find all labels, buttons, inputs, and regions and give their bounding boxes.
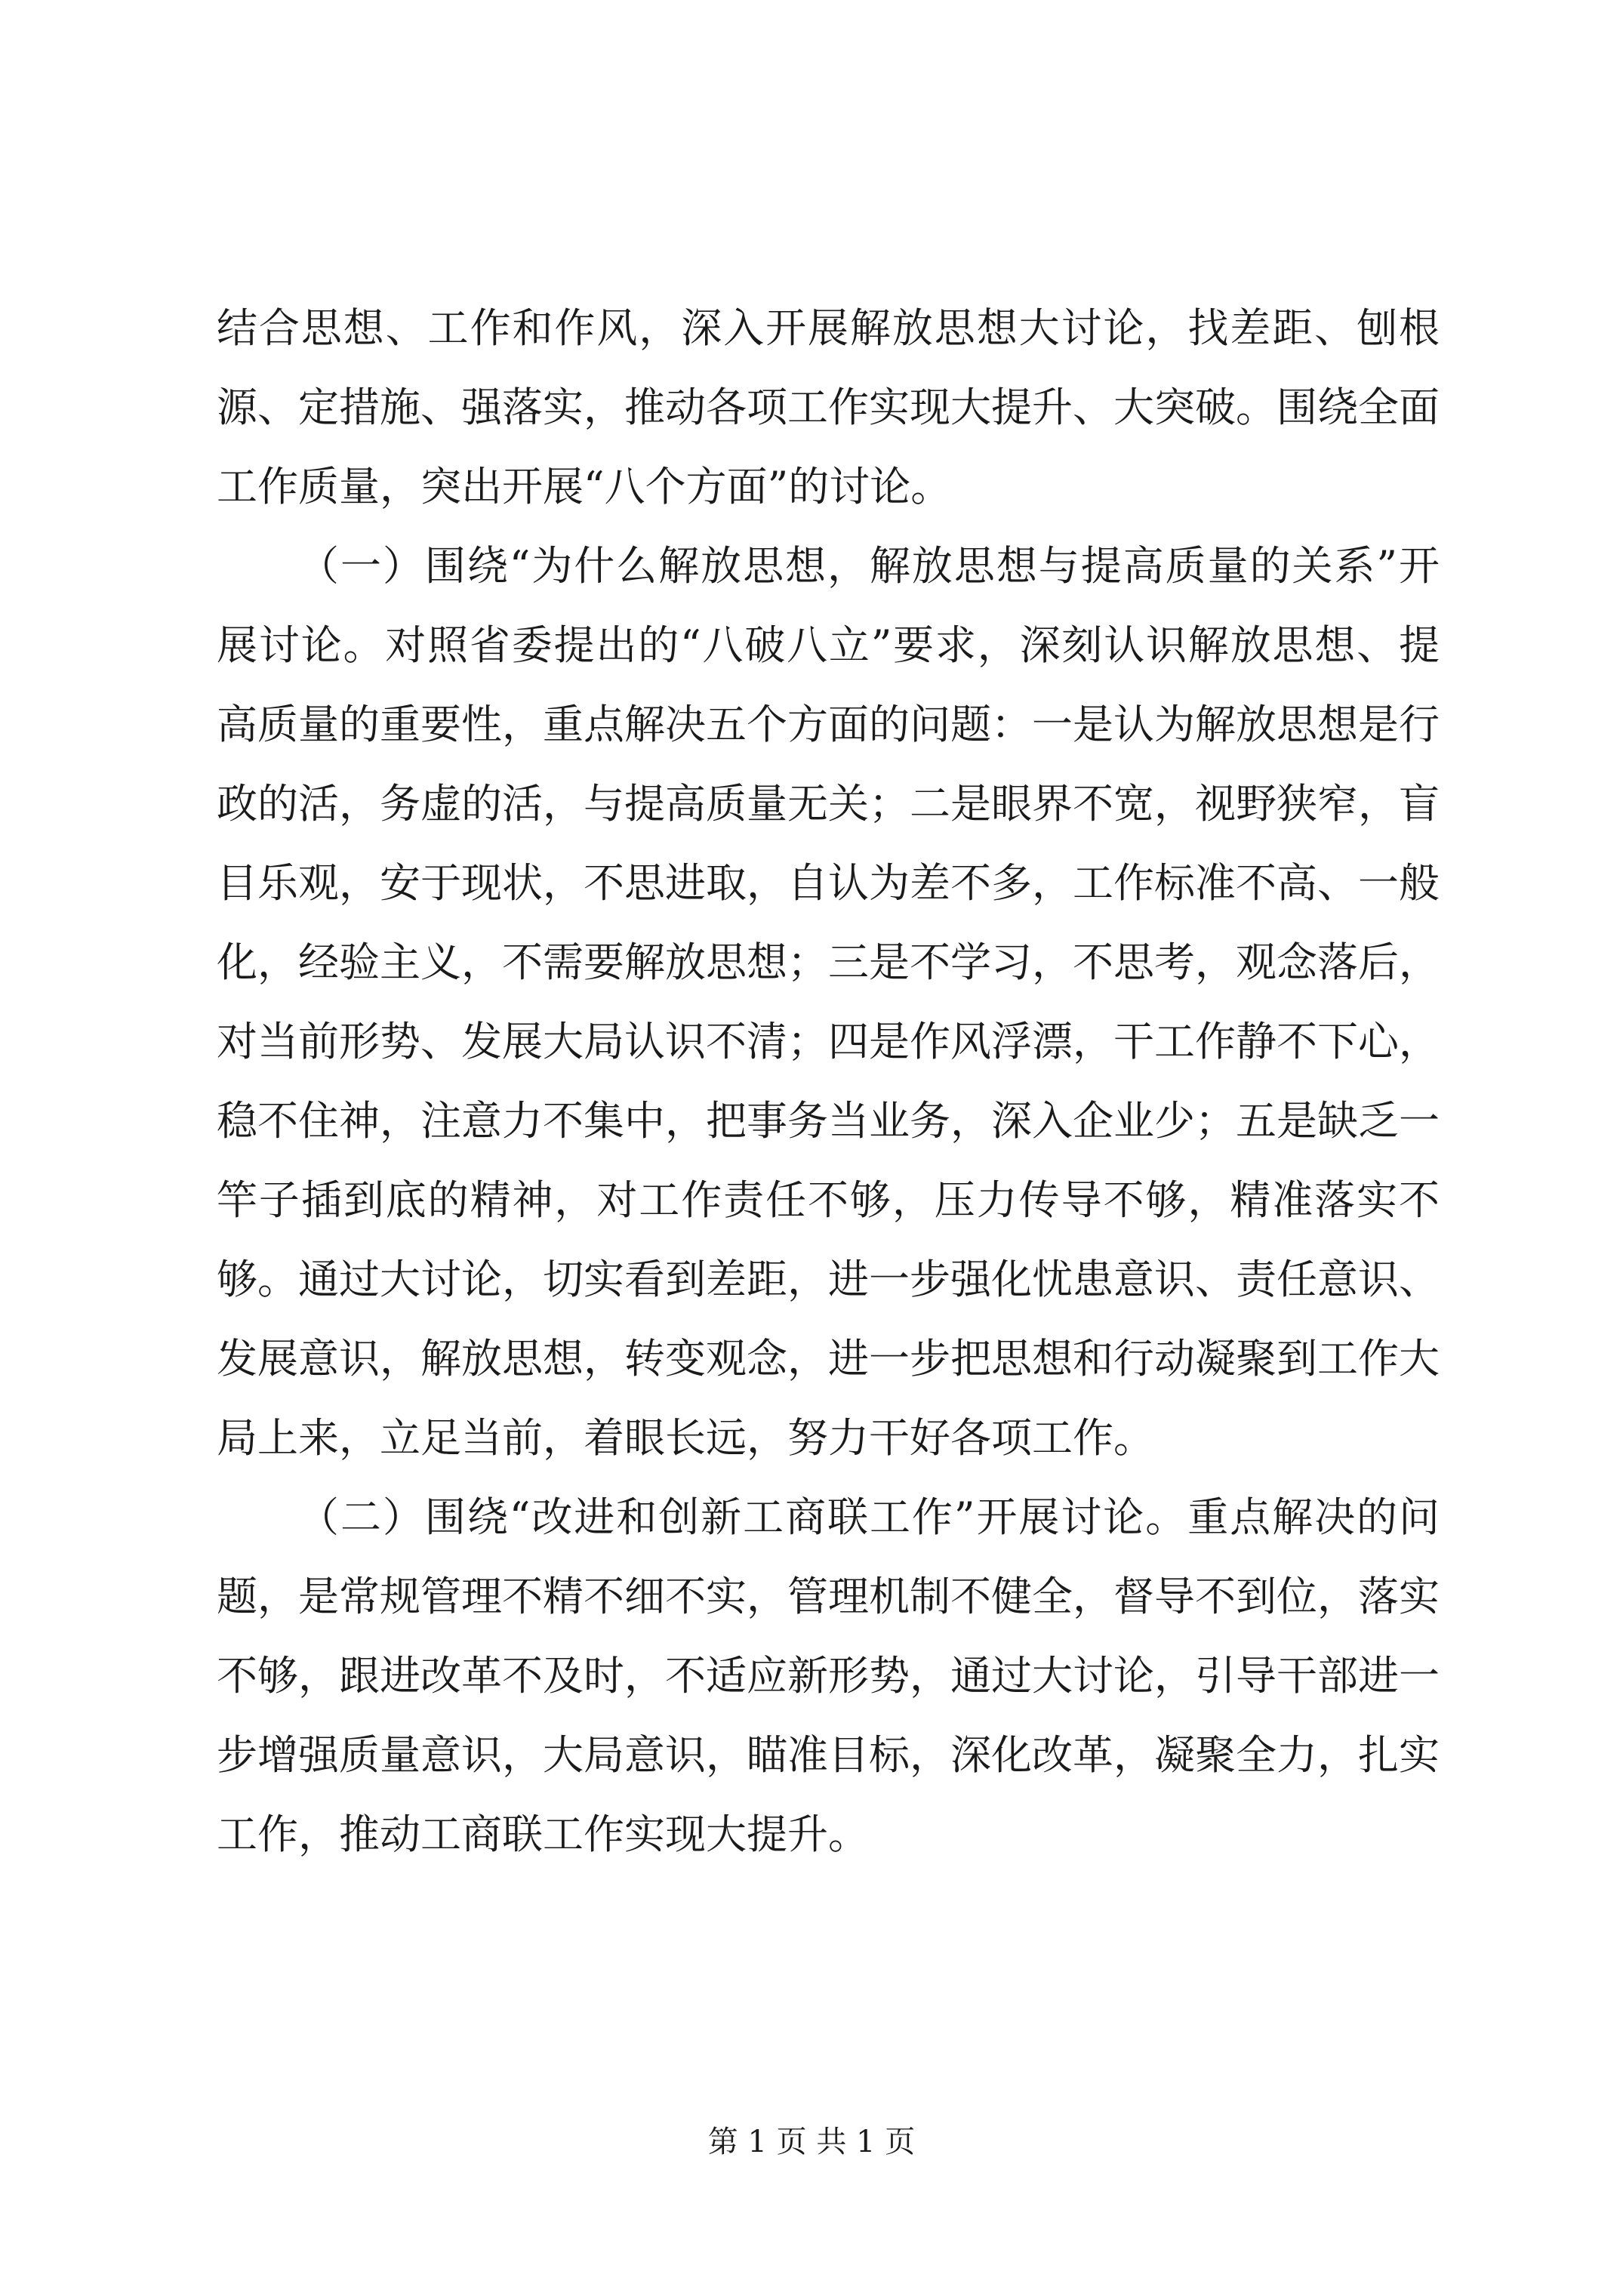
paragraph-section-1: （一）围绕“为什么解放思想，解放思想与提高质量的关系”开展讨论。对照省委提出的“八破八立”要求，深刻认识解放思想、提高质量的重要性，重点解决五个方面的问题：一是认为解放思想是行政的活，务虚的活，与提高质量无关；二是眼界不宽，视野狭窄，盲目乐观，安于现状，不思进取，自认为差不多，工作标准不高、一般化，经验主义，不需要解放思想；三是不学习，不思考，观念落后，对当前形势、发展大局认识不清；四是作风浮漂，干工作静不下心，稳不住神，注意力不集中，把事务当业务，深入企业少；五是缺乏一竿子插到底的精神，对工作责任不够，压力传导不够，精准落实不够。通过大讨论，切实看到差距，进一步强化忧患意识、责任意识、发展意识，解放思想，转变观念，进一步把思想和行动凝聚到工作大局上来，立足当前，着眼长远，努力干好各项工作。 [217,542,1440,1462]
paragraph-intro: 结合思想、工作和作风，深入开展解放思想大讨论，找差距、刨根源、定措施、强落实，推动各项工作实现大提升、大突破。围绕全面工作质量，突出开展“八个方面”的讨论。 [217,304,1440,510]
paragraph-section-2: （二）围绕“改进和创新工商联工作”开展讨论。重点解决的问题，是常规管理不精不细不实，管理机制不健全，督导不到位，落实不够，跟进改革不及时，不适应新形势，通过大讨论，引导干部进一步增强质量意识，大局意识，瞄准目标，深化改革，凝聚全力，扎实工作，推动工商联工作实现大提升。 [217,1493,1440,1858]
page-number-footer: 第 1 页 共 1 页 [707,2125,916,2159]
document-body [217,288,1440,1874]
